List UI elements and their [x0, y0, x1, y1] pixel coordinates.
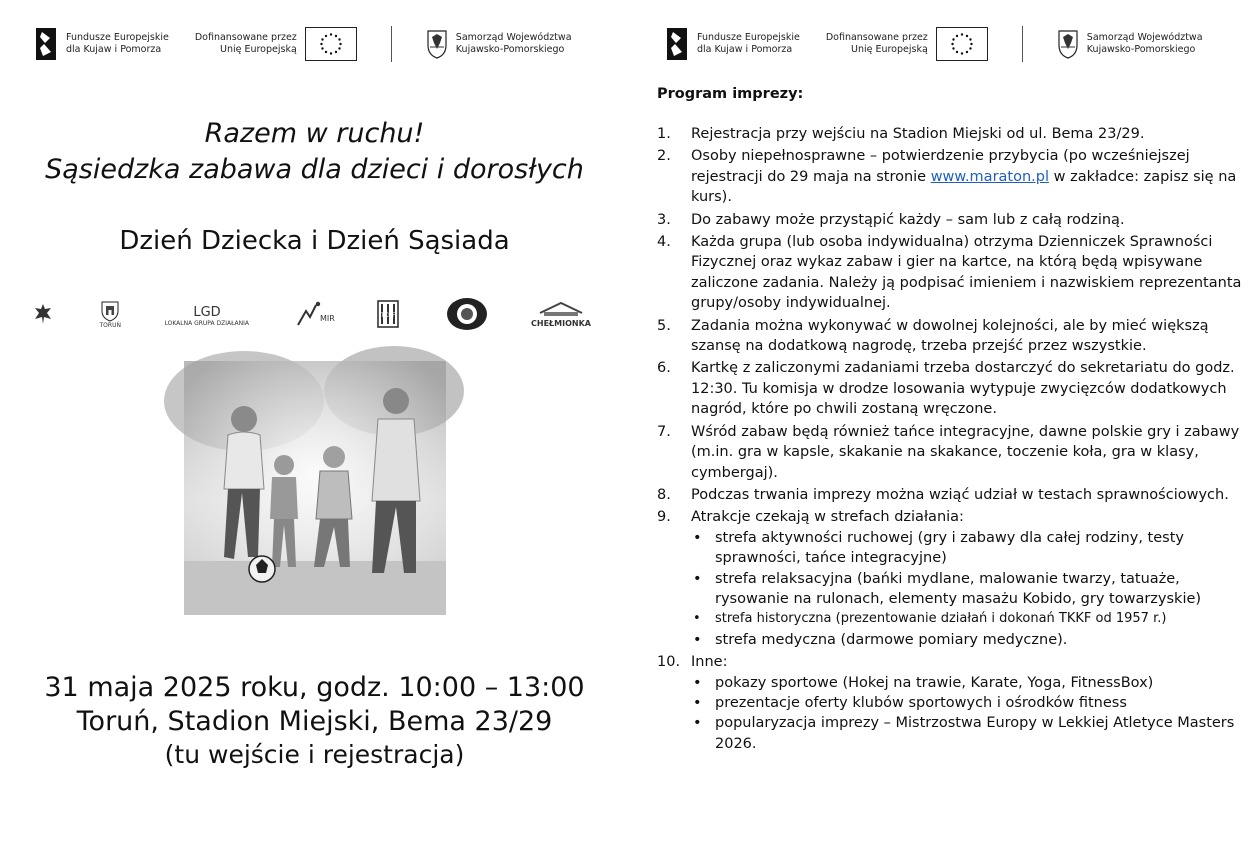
- event-details: [0, 671, 629, 771]
- program-item: [657, 507, 1257, 650]
- program-item-number: 10.: [657, 654, 681, 671]
- family-photo: [184, 361, 446, 615]
- fe-text-line2: dla Kujaw i Pomorza: [697, 44, 793, 55]
- cofinanced-line1: Dofinansowane przez: [825, 32, 928, 43]
- program-item-text: Rejestracja przy wejściu na Stadion Miejski od ul. Bema 23/29.: [691, 126, 1145, 142]
- program-item: [657, 124, 1257, 144]
- program-list: [657, 124, 1257, 754]
- partner-chelmionka: [532, 299, 590, 329]
- cofinanced-line2: Unię Europejską: [219, 44, 297, 55]
- partner-logos: [30, 292, 590, 336]
- event-title-line1: Razem w ruchu!: [204, 118, 425, 149]
- program-item: [657, 652, 1257, 754]
- lgd-logo-icon: [187, 302, 227, 320]
- program-item: [657, 316, 1257, 357]
- partner-mir: [292, 299, 336, 329]
- round-badge-icon: [445, 296, 489, 332]
- eu-flag-icon: [305, 27, 357, 61]
- program-item: [657, 422, 1257, 483]
- partner-label-lgd: LOKALNA GRUPA DZIAŁANIA: [164, 319, 249, 327]
- program-item-number: 8.: [657, 486, 671, 503]
- other-item: • pokazy sportowe (Hokej na trawie, Karate, Yoga, FitnessBox): [691, 673, 1257, 693]
- program-item-text: Zadania można wykonywać w dowolnej kolejności, ale by mieć większą szansę na dodatkową nagrodę, trzeba przejść przez wszystkie.: [691, 317, 1209, 355]
- header-divider: [1022, 26, 1023, 62]
- program-title: Program imprezy:: [657, 86, 804, 102]
- program-item: [657, 232, 1257, 314]
- fe-text-line2: dla Kujaw i Pomorza: [66, 44, 162, 55]
- program-item-text: Atrakcje czekają w strefach działania:: [691, 509, 964, 526]
- eu-flag-icon: [936, 27, 988, 61]
- program-item-number: 1.: [657, 126, 671, 142]
- partner-label-torun: TORUŃ: [99, 321, 121, 329]
- runner-logo-icon: [292, 299, 336, 329]
- other-item: • prezentacje oferty klubów sportowych i ośrodków fitness: [691, 693, 1257, 713]
- region-coat-of-arms-icon: [426, 29, 448, 59]
- region-line1: Samorząd Województwa: [1086, 32, 1203, 43]
- svg-text:LGD: LGD: [193, 304, 221, 320]
- program-item-number: 5.: [657, 317, 671, 334]
- program-item-text-after: w zakładce: zapisz się na kurs).: [691, 168, 1237, 206]
- program-item: [657, 485, 1257, 505]
- other-list: [691, 673, 1257, 755]
- header-logo-strip: [665, 20, 1203, 68]
- event-title: [0, 116, 629, 188]
- fe-logo: [665, 26, 800, 62]
- program-item-text: Każda grupa (lub osoba indywidualna) otrzyma Dzienniczek Sprawności Fizycznej oraz wykaz zabaw i gier na kartce, na którą będą wpisywane zaliczone zadania. Należy ją podpisać imieniem i nazwiskiem reprezentanta grupy/osoby indywidualnej.: [691, 234, 1242, 312]
- region-line2: Kujawsko-Pomorskiego: [455, 44, 565, 55]
- tkkf-logo-icon: [375, 298, 401, 330]
- event-note: (tu wejście i rejestracja): [164, 740, 465, 769]
- zones-list: [691, 528, 1257, 650]
- cofinanced-line2: Unię Europejską: [850, 44, 928, 55]
- partner-label-chelmionka: CHEŁMIONKA: [530, 319, 591, 328]
- region-line2: Kujawsko-Pomorskiego: [1086, 44, 1196, 55]
- partner-tkkf: [375, 298, 401, 330]
- cofinanced-line1: Dofinansowane przez: [194, 32, 297, 43]
- event-subtitle: Dzień Dziecka i Dzień Sąsiada: [119, 226, 510, 256]
- partner-label-mir: MIR: [320, 314, 336, 323]
- region-coat-of-arms-icon: [1057, 29, 1079, 59]
- other-item: • popularyzacja imprezy – Mistrzostwa Europy w Lekkiej Atletyce Masters 2026.: [691, 713, 1257, 754]
- torun-crest-icon: [99, 300, 121, 322]
- region-line1: Samorząd Województwa: [455, 32, 572, 43]
- fe-logo: [34, 26, 169, 62]
- program-item-text: Kartkę z zaliczonymi zadaniami trzeba dostarczyć do sekretariatu do godz. 12:30. Tu komisja w drodze losowania wytypuje zwycięzców dodatkowych nagród, które po chwili zostaną wręczone.: [691, 360, 1235, 418]
- fe-logo-icon: [34, 26, 58, 62]
- zone-item: • strefa aktywności ruchowej (gry i zabawy dla całej rodziny, testy sprawności, tańce integracyjne): [691, 528, 1257, 569]
- program-item: [657, 210, 1257, 230]
- zone-item: • strefa medyczna (darmowe pomiary medyczne).: [691, 630, 1257, 650]
- program-item-text: Inne:: [691, 654, 728, 671]
- program-item: [657, 358, 1257, 419]
- right-page: [629, 0, 1258, 841]
- program-item-text: Do zabawy może przystąpić każdy – sam lub z całą rodziną.: [691, 211, 1125, 228]
- event-title-line2: Sąsiedzka zabawa dla dzieci i dorosłych: [45, 154, 584, 185]
- fe-logo-icon: [665, 26, 689, 62]
- program-item-number: 6.: [657, 360, 671, 377]
- zone-item: • strefa relaksacyjna (bańki mydlane, malowanie twarzy, tatuaże, rysowanie na rulonach, elementy masażu Kobido, gry towarzyskie): [691, 569, 1257, 610]
- event-date: 31 maja 2025 roku, godz. 10:00 – 13:00: [44, 672, 585, 703]
- program-item-text: Podczas trwania imprezy można wziąć udział w testach sprawnościowych.: [691, 486, 1229, 503]
- header-divider: [391, 26, 392, 62]
- partner-torun: [99, 300, 121, 329]
- header-logo-strip: [34, 20, 572, 68]
- partner-label-tkkf: TKKF: [380, 312, 396, 319]
- fe-text-line1: Fundusze Europejskie: [66, 32, 169, 43]
- partner-lgd: [164, 302, 249, 327]
- program-item-number: 4.: [657, 234, 671, 251]
- program-item-number: 7.: [657, 423, 671, 440]
- program-item: [657, 146, 1257, 207]
- fe-text-line1: Fundusze Europejskie: [697, 32, 800, 43]
- program-item-number: 3.: [657, 211, 671, 228]
- program-item-number: 2.: [657, 148, 671, 165]
- program-item-text: Osoby niepełnosprawne – potwierdzenie przybycia (po wcześniejszej rejestracji do 29 maja na stronie: [691, 148, 1190, 185]
- program-item-text: Wśród zabaw będą również tańce integracyjne, dawne polskie gry i zabawy (m.in. gra w kapsle, skakanie na skakance, toczenie koła, gra w klasy, cymbergaj).: [691, 423, 1240, 481]
- event-location: Toruń, Stadion Miejski, Bema 23/29: [76, 706, 553, 737]
- chelmionka-logo-icon: [532, 299, 590, 329]
- maraton-link[interactable]: www.maraton.pl: [930, 168, 1050, 185]
- zone-item: • strefa historyczna (prezentowanie działań i dokonań TKKF od 1957 r.): [691, 609, 1257, 629]
- eagle-icon: [30, 301, 56, 327]
- program-item-number: 9.: [657, 509, 671, 526]
